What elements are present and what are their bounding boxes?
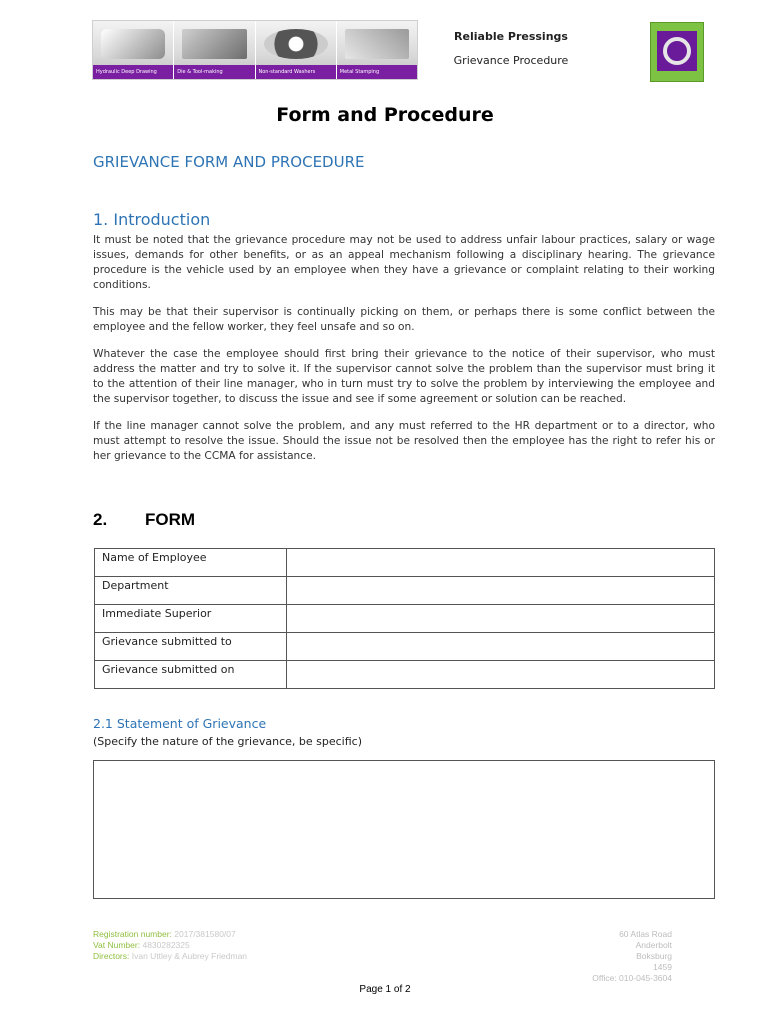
ring-logo-icon	[657, 31, 697, 71]
vat-label: Vat Number:	[93, 940, 141, 950]
field-label: Immediate Superior	[95, 605, 287, 633]
table-row	[95, 549, 715, 577]
statement-heading: 2.1 Statement of Grievance	[93, 716, 267, 731]
company-logo	[650, 22, 704, 82]
footer-registration	[93, 929, 247, 962]
introduction-body	[93, 233, 715, 476]
address-line: 60 Atlas Road	[619, 929, 672, 939]
intro-paragraph: Whatever the case the employee should first bring their grievance to the notice of their supervisor, who must address the matter and try to solve it. If the supervisor cannot solve the problem than the supervisor must bring it to the attention of their line manager, who in turn must try to solve the problem by interviewing the employee and the supervisor together, to discuss the issue and see if some agreement or solution can be reached.	[93, 348, 715, 405]
document-name: Grievance Procedure	[453, 54, 569, 67]
introduction-heading: 1. Introduction	[93, 210, 211, 229]
submitted-to-field[interactable]	[287, 633, 715, 661]
department-field[interactable]	[287, 577, 715, 605]
directors-label: Directors:	[93, 951, 130, 961]
employee-details-table	[94, 548, 715, 689]
footer-address	[560, 929, 672, 984]
page-subtitle: GRIEVANCE FORM AND PROCEDURE	[93, 153, 365, 171]
address-line: Boksburg	[636, 951, 672, 961]
form-heading-label: FORM	[145, 510, 196, 529]
banner-caption: Hydraulic Deep Drawing	[93, 65, 173, 79]
address-line: Office: 010-045-3604	[592, 973, 672, 983]
statement-text-area[interactable]	[93, 760, 715, 899]
banner-tile-stamping	[337, 21, 417, 79]
submitted-on-field[interactable]	[287, 661, 715, 689]
form-heading	[93, 510, 195, 530]
pipe-photo-icon	[101, 29, 165, 59]
company-name: Reliable Pressings	[454, 30, 568, 43]
table-row	[95, 661, 715, 689]
banner-tile-washers	[256, 21, 337, 79]
stamping-photo-icon	[345, 29, 409, 59]
field-label: Department	[95, 577, 287, 605]
statement-instruction: (Specify the nature of the grievance, be specific)	[93, 735, 363, 748]
address-line: Anderbolt	[635, 940, 672, 950]
intro-paragraph: If the line manager cannot solve the problem, and any must referred to the HR department or to a director, who must attempt to resolve the issue. Should the issue not be resolved then the employee has the right to refer his or her grievance to the CCMA for assistance.	[93, 420, 715, 462]
banner-tile-tool-making	[174, 21, 255, 79]
header-banner	[92, 20, 418, 80]
table-row	[95, 577, 715, 605]
immediate-superior-field[interactable]	[287, 605, 715, 633]
washer-photo-icon	[264, 29, 328, 59]
page-title: Form and Procedure	[276, 104, 494, 126]
intro-paragraph: This may be that their supervisor is continually picking on them, or perhaps there is some conflict between the employee and the fellow worker, they feel unsafe and so on.	[93, 306, 715, 333]
banner-caption: Metal Stamping	[337, 65, 417, 79]
field-label: Name of Employee	[95, 549, 287, 577]
table-row	[95, 605, 715, 633]
banner-caption: Non-standard Washers	[256, 65, 336, 79]
registration-label: Registration number:	[93, 929, 172, 939]
address-line: 1459	[653, 962, 672, 972]
registration-value: 2017/381580/07	[174, 929, 236, 939]
field-label: Grievance submitted to	[95, 633, 287, 661]
banner-caption: Die & Tool-making	[174, 65, 254, 79]
employee-name-field[interactable]	[287, 549, 715, 577]
directors-value: Ivan Uttley & Aubrey Friedman	[131, 951, 248, 961]
vat-value: 4830282325	[142, 940, 190, 950]
form-heading-number: 2.	[93, 510, 108, 529]
die-photo-icon	[182, 29, 246, 59]
banner-tile-deep-drawing	[93, 21, 174, 79]
page-number: Page 1 of 2	[359, 984, 411, 995]
intro-paragraph: It must be noted that the grievance procedure may not be used to address unfair labour practices, salary or wage issues, demands for other benefits, or as an appeal mechanism following a disciplinary hearing. The grievance procedure is the vehicle used by an employee when they have a grievance or complaint relating to their working conditions.	[93, 234, 715, 291]
field-label: Grievance submitted on	[95, 661, 287, 689]
table-row	[95, 633, 715, 661]
